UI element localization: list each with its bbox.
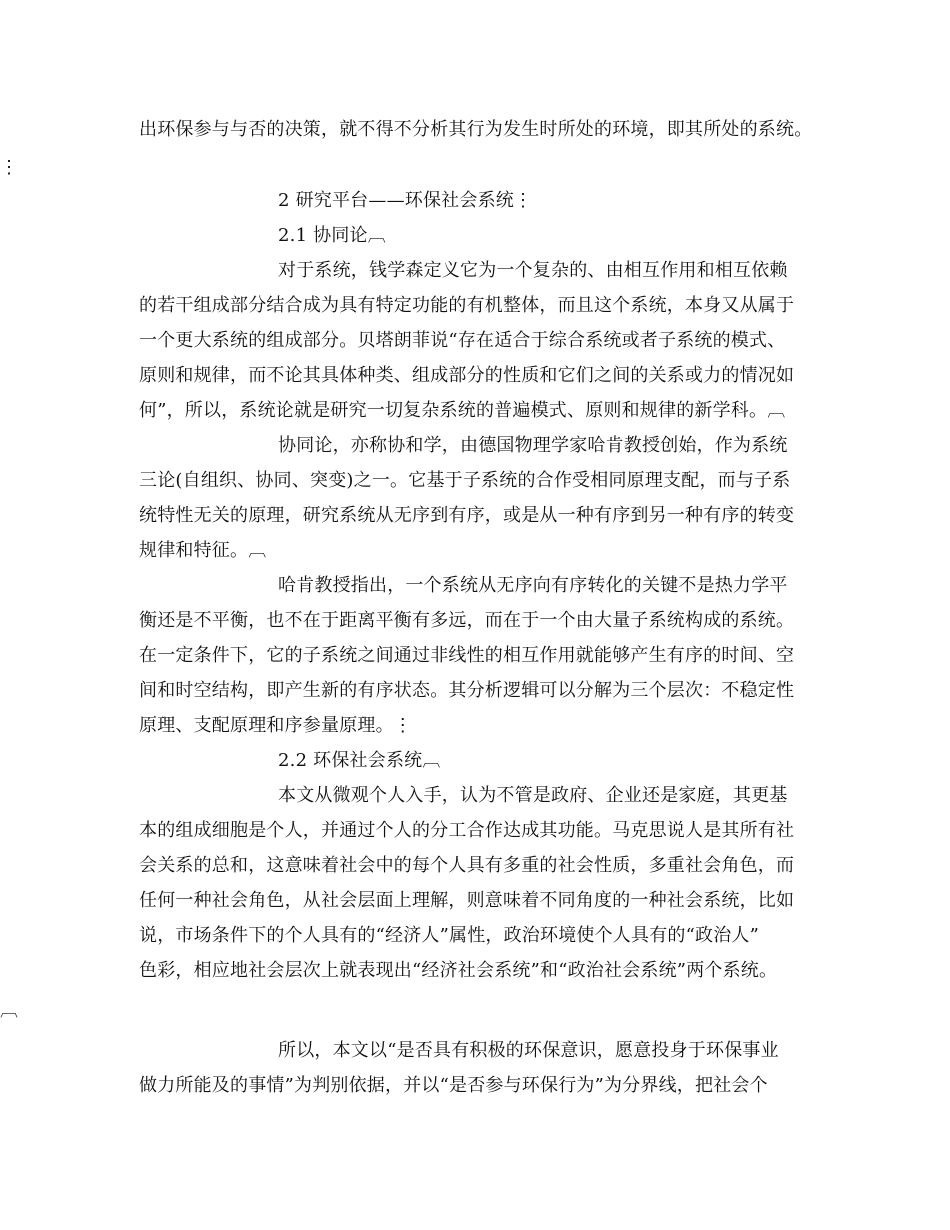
section-heading-2: 2 研究平台——环保社会系统⋮ bbox=[278, 190, 533, 211]
paragraph-line: 说，市场条件下的个人具有的“经济人”属性，政治环境使个人具有的“政治人” bbox=[139, 925, 760, 946]
paragraph-line: 本文从微观个人入手，认为不管是政府、企业还是家庭，其更基 bbox=[278, 785, 788, 806]
paragraph-line: 协同论，亦称协和学，由德国物理学家哈肯教授创始，作为系统 bbox=[278, 435, 788, 456]
paragraph-break-mark: ︹ bbox=[0, 1000, 18, 1021]
paragraph-line: 任何一种社会角色，从社会层面上理解，则意味着不同角度的一种社会系统，比如 bbox=[139, 890, 795, 911]
paragraph-line: 衡还是不平衡，也不在于距离平衡有多远，而在于一个由大量子系统构成的系统。 bbox=[139, 610, 795, 631]
paragraph-line: 三论(自组织、协同、突变)之一。它基于子系统的合作受相同原理支配，而与子系 bbox=[139, 470, 791, 491]
paragraph-line: 做力所能及的事情”为判别依据，并以“是否参与环保行为”为分界线，把社会个 bbox=[139, 1075, 768, 1096]
paragraph-line: 哈肯教授指出，一个系统从无序向有序转化的关键不是热力学平 bbox=[278, 575, 788, 596]
paragraph-line: 对于系统，钱学森定义它为一个复杂的、由相互作用和相互依赖 bbox=[278, 260, 788, 281]
paragraph-line: 所以，本文以“是否具有积极的环保意识，愿意投身于环保事业 bbox=[278, 1040, 779, 1061]
paragraph-line: 何”，所以，系统论就是研究一切复杂系统的普遍模式、原则和规律的新学科。︹ bbox=[139, 400, 786, 421]
paragraph-line: 的若干组成部分结合成为具有特定功能的有机整体，而且这个系统，本身又从属于 bbox=[139, 295, 795, 316]
paragraph-line: 出环保参与与否的决策，就不得不分析其行为发生时所处的环境，即其所处的系统。 bbox=[139, 119, 813, 140]
paragraph-line: 在一定条件下，它的子系统之间通过非线性的相互作用就能够产生有序的时间、空 bbox=[139, 645, 795, 666]
subsection-heading-2-1: 2.1 协同论︹ bbox=[278, 225, 386, 246]
paragraph-line: 原则和规律，而不论其具体种类、组成部分的性质和它们之间的关系或力的情况如 bbox=[139, 365, 795, 386]
paragraph-line: 本的组成细胞是个人，并通过个人的分工合作达成其功能。马克思说人是其所有社 bbox=[139, 820, 795, 841]
vertical-ellipsis-mark: ⋮ bbox=[0, 157, 18, 178]
paragraph-line: 会关系的总和，这意味着社会中的每个人具有多重的社会性质，多重社会角色，而 bbox=[139, 855, 795, 876]
paragraph-line: 规律和特征。︹ bbox=[139, 540, 267, 561]
subsection-heading-2-2: 2.2 环保社会系统︹ bbox=[278, 750, 441, 771]
paragraph-line: 间和时空结构，即产生新的有序状态。其分析逻辑可以分解为三个层次：不稳定性 bbox=[139, 680, 795, 701]
paragraph-line: 统特性无关的原理，研究系统从无序到有序，或是从一种有序到另一种有序的转变 bbox=[139, 505, 795, 526]
paragraph-line: 一个更大系统的组成部分。贝塔朗菲说“存在适合于综合系统或者子系统的模式、 bbox=[139, 330, 786, 351]
paragraph-line: 色彩，相应地社会层次上就表现出“经济社会系统”和“政治社会系统”两个系统。 bbox=[139, 960, 778, 981]
paragraph-line: 原理、支配原理和序参量原理。⋮ bbox=[139, 715, 412, 736]
